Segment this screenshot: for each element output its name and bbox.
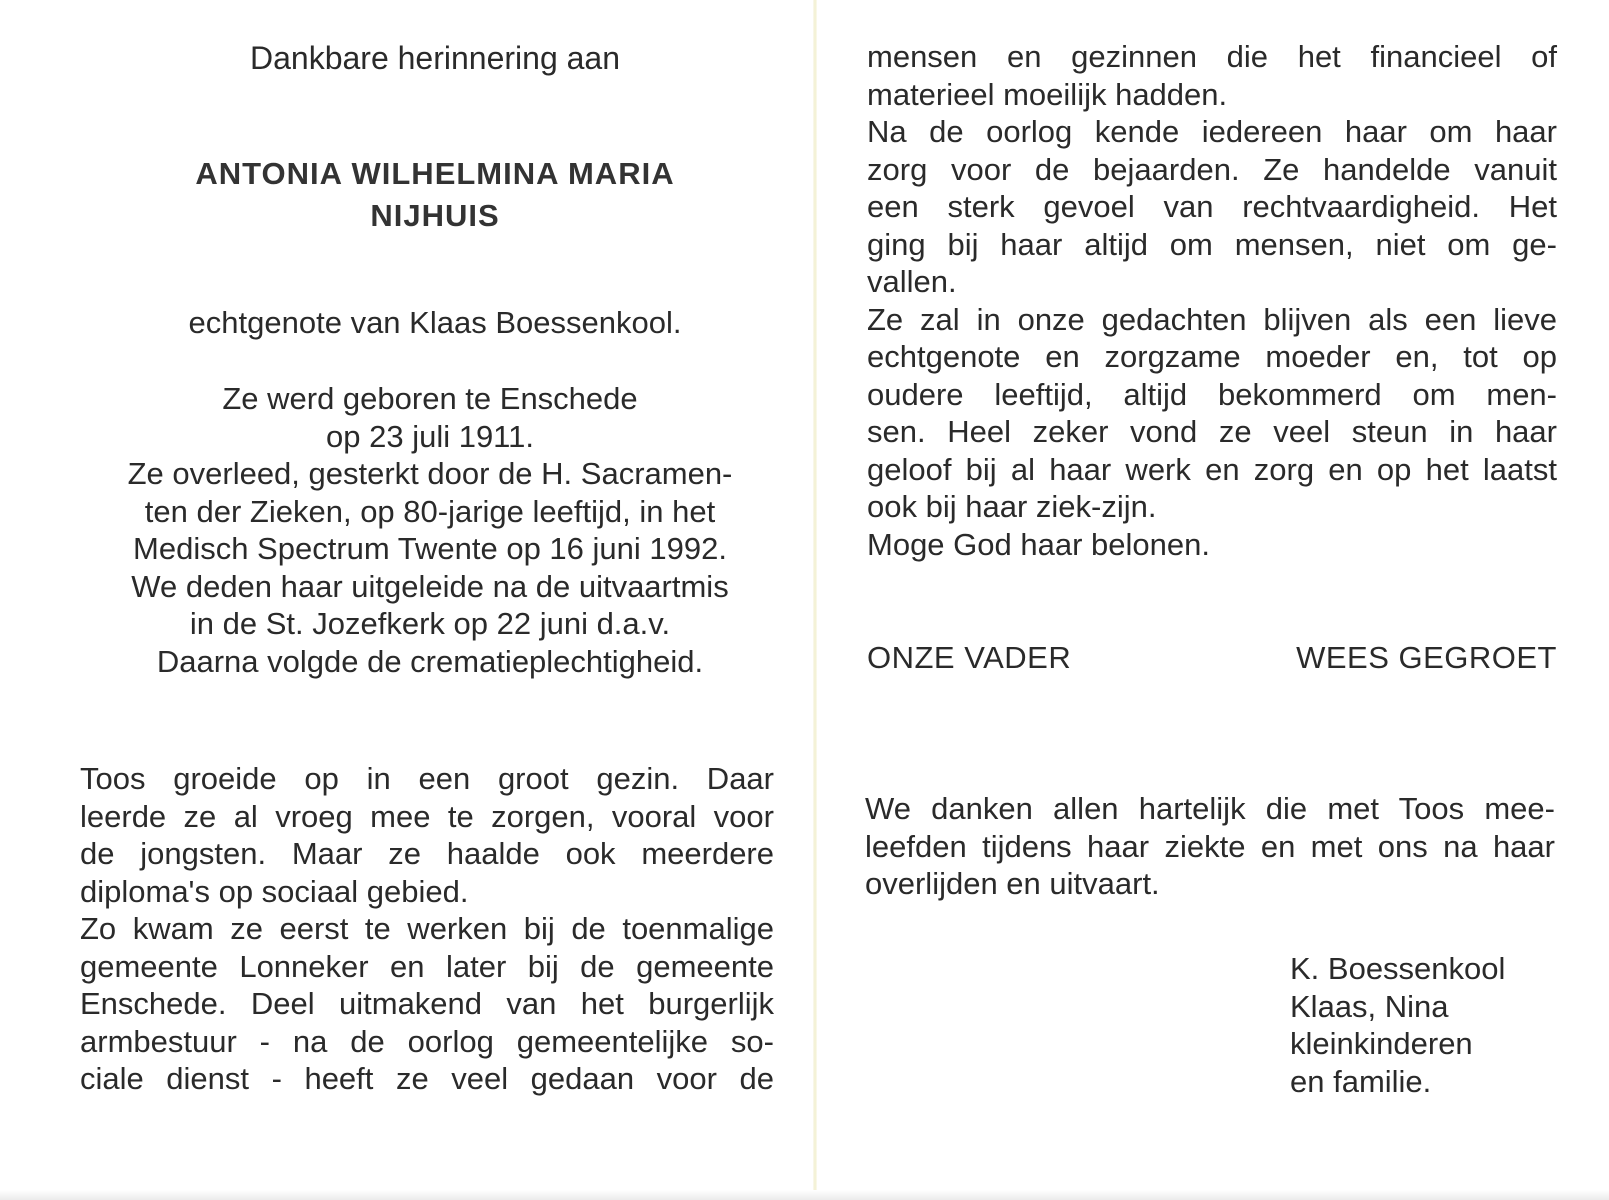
thanks-text <box>865 790 1555 903</box>
prayer-onze-vader: ONZE VADER <box>867 640 1072 675</box>
story-line: ook bij haar ziek-zijn. <box>867 489 1157 524</box>
biography <box>80 380 780 680</box>
intro-text <box>90 40 780 77</box>
family-line: K. Boessenkool <box>1290 951 1506 986</box>
bio-line: op 23 juli 1911. <box>326 418 534 454</box>
thanks-line: overlijden en uitvaart. <box>865 866 1160 901</box>
intro-line: Dankbare herinnering aan <box>249 40 621 76</box>
scan-bottom-edge <box>0 1190 1609 1200</box>
story-line: Na de oorlog kende iedereen haar om haar <box>867 114 1557 149</box>
family-line: Klaas, Nina <box>1290 988 1449 1024</box>
prayers <box>867 640 1557 676</box>
life-story-part-1 <box>80 760 774 1098</box>
story-line: sen. Heel zeker vond ze veel steun in haar <box>867 414 1557 449</box>
story-line: materieel moeilijk hadden. <box>867 76 1228 112</box>
story-line: geloof bij al haar werk en zorg en op het laatst <box>867 451 1557 487</box>
spouse-text <box>90 305 780 341</box>
bio-line: in de St. Jozefkerk op 22 juni d.a.v. <box>189 606 671 641</box>
bio-line: Medisch Spectrum Twente op 16 juni 1992. <box>133 531 727 566</box>
story-line: ging bij haar altijd om mensen, niet om ge- <box>867 226 1557 262</box>
story-line: oudere leeftijd, altijd bekommerd om men- <box>867 376 1557 412</box>
thanks-line: We danken allen hartelijk die met Toos mee- <box>865 791 1555 826</box>
story-line: gemeente Lonneker en later bij de gemeente <box>80 948 774 984</box>
prayer-wees-gegroet: WEES GEGROET <box>1296 640 1557 675</box>
story-line: diploma's op sociaal gebied. <box>80 873 469 909</box>
story-line: Enschede. Deel uitmakend van het burgerlijk <box>80 986 774 1021</box>
deceased-name <box>90 153 780 237</box>
bio-line: We deden haar uitgeleide na de uitvaartmis <box>131 568 729 604</box>
name-line-2: NIJHUIS <box>370 198 500 233</box>
story-line: Zo kwam ze eerst te werken bij de toenmalige <box>80 911 774 946</box>
bio-line: ten der Zieken, op 80-jarige leeftijd, in het <box>144 493 716 529</box>
bio-line: Ze overleed, gesterkt door de H. Sacramen- <box>127 456 733 491</box>
life-story-part-2 <box>867 38 1557 563</box>
family-line: en familie. <box>1290 1063 1432 1099</box>
family-signature <box>1290 950 1590 1100</box>
story-line: leerde ze al vroeg mee te zorgen, vooral voor <box>80 798 774 834</box>
story-line: vallen. <box>867 264 957 299</box>
thanks-line: leefden tijdens haar ziekte en met ons na haar <box>865 828 1555 864</box>
bio-line: Daarna volgde de crematieplechtigheid. <box>156 643 704 679</box>
story-line: de jongsten. Maar ze haalde ook meerdere <box>80 836 774 871</box>
story-line: ciale dienst - heeft ze veel gedaan voor de <box>80 1061 774 1096</box>
bio-line: Ze werd geboren te Enschede <box>222 381 638 416</box>
family-line: kleinkinderen <box>1290 1026 1473 1061</box>
story-line: Ze zal in onze gedachten blijven als een lieve <box>867 301 1557 337</box>
story-line: zorg voor de bejaarden. Ze handelde vanuit <box>867 151 1557 187</box>
story-line: Moge God haar belonen. <box>867 526 1210 562</box>
spouse-line: echtgenote van Klaas Boessenkool. <box>188 305 682 340</box>
name-line-1: ANTONIA WILHELMINA MARIA <box>195 156 675 191</box>
story-line: echtgenote en zorgzame moeder en, tot op <box>867 339 1557 374</box>
story-line: Toos groeide op in een groot gezin. Daar <box>80 761 774 796</box>
story-line: mensen en gezinnen die het financieel of <box>867 39 1557 74</box>
story-line: een sterk gevoel van rechtvaardigheid. Het <box>867 189 1557 224</box>
story-line: armbestuur - na de oorlog gemeentelijke so- <box>80 1023 774 1059</box>
